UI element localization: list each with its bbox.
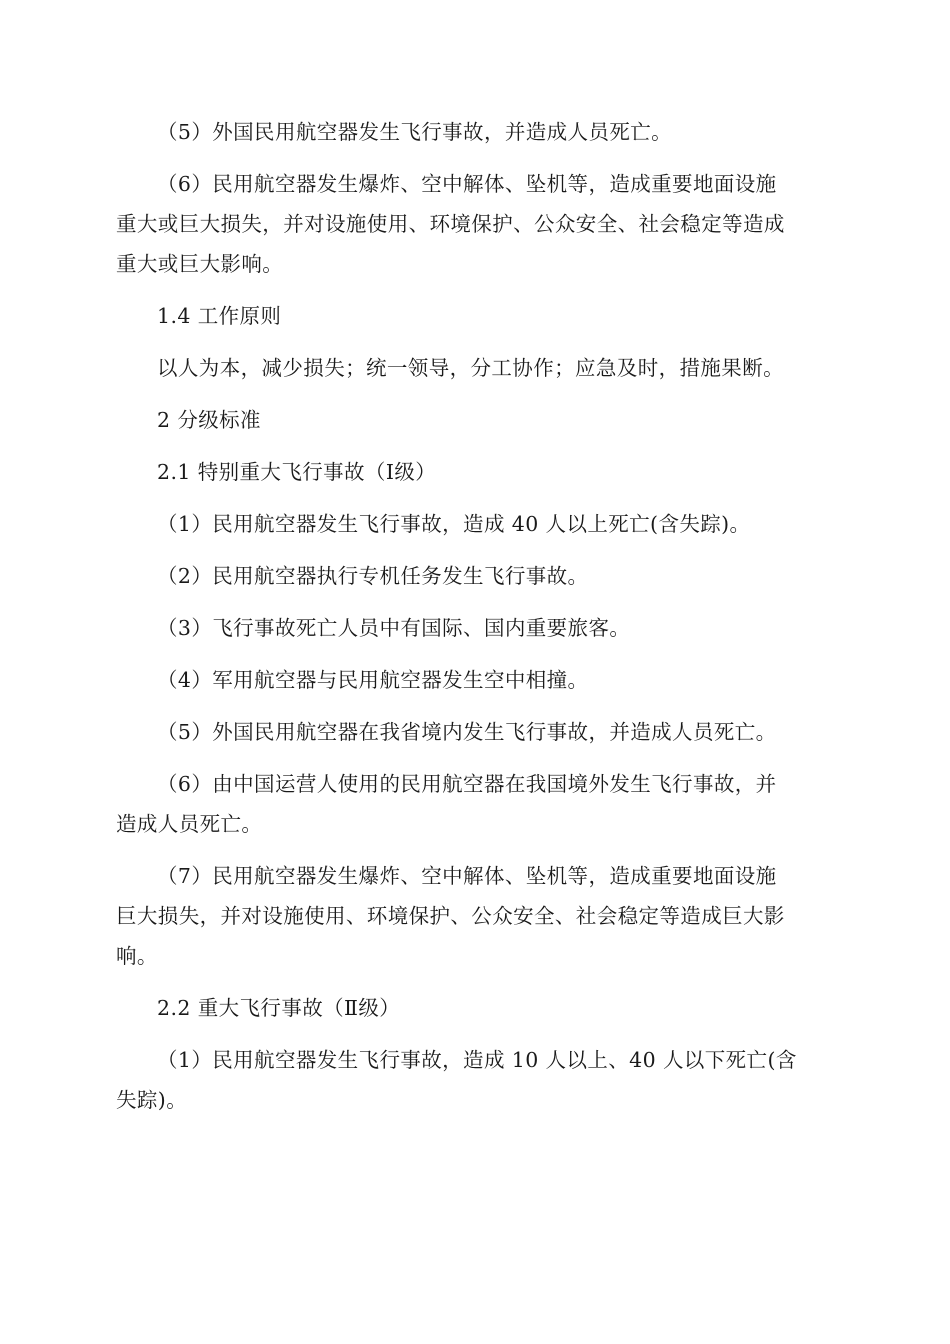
section-heading: 2 分级标准 <box>157 408 261 432</box>
paragraph-level1-item6 <box>116 764 836 844</box>
paragraph-level2-item1 <box>116 1040 836 1120</box>
paragraph-level1-item2 <box>116 556 836 596</box>
paragraph-level1-item5 <box>116 712 836 752</box>
document-body <box>116 112 836 1132</box>
paragraph-line: 重大或巨大损失，并对设施使用、环境保护、公众安全、社会稳定等造成 <box>116 212 785 236</box>
paragraph-level1-item4 <box>116 660 836 700</box>
paragraph-line: （5）外国民用航空器发生飞行事故，并造成人员死亡。 <box>157 120 673 144</box>
section-heading-level-2 <box>116 988 836 1028</box>
section-heading-level-1 <box>116 452 836 492</box>
paragraph-line: 巨大损失，并对设施使用、环境保护、公众安全、社会稳定等造成巨大影 <box>116 904 785 928</box>
paragraph-line: 重大或巨大影响。 <box>116 252 284 276</box>
paragraph-explosion-major-loss <box>116 164 836 284</box>
paragraph-level1-item3 <box>116 608 836 648</box>
section-heading: 1.4 工作原则 <box>157 304 282 328</box>
section-heading: 2.1 特别重大飞行事故（Ⅰ级） <box>157 460 437 484</box>
paragraph-line: （7）民用航空器发生爆炸、空中解体、坠机等，造成重要地面设施 <box>157 864 777 888</box>
section-heading-work-principles <box>116 296 836 336</box>
paragraph-line: （6）民用航空器发生爆炸、空中解体、坠机等，造成重要地面设施 <box>157 172 777 196</box>
paragraph-line: （4）军用航空器与民用航空器发生空中相撞。 <box>157 668 589 692</box>
paragraph-line: 失踪)。 <box>116 1088 188 1112</box>
paragraph-level1-item7 <box>116 856 836 976</box>
paragraph-line: （2）民用航空器执行专机任务发生飞行事故。 <box>157 564 589 588</box>
paragraph-line: 造成人员死亡。 <box>116 812 263 836</box>
section-heading-classification <box>116 400 836 440</box>
paragraph-level1-item1 <box>116 504 836 544</box>
paragraph-foreign-aircraft-accident <box>116 112 836 152</box>
paragraph-line: （1）民用航空器发生飞行事故，造成 40 人以上死亡(含失踪)。 <box>157 512 751 536</box>
paragraph-line: 以人为本，减少损失；统一领导，分工协作；应急及时，措施果断。 <box>157 356 784 380</box>
paragraph-line: （5）外国民用航空器在我省境内发生飞行事故，并造成人员死亡。 <box>157 720 777 744</box>
paragraph-principles <box>116 348 836 388</box>
paragraph-line: （6）由中国运营人使用的民用航空器在我国境外发生飞行事故，并 <box>157 772 777 796</box>
paragraph-line: 响。 <box>116 944 158 968</box>
paragraph-line: （3）飞行事故死亡人员中有国际、国内重要旅客。 <box>157 616 631 640</box>
paragraph-line: （1）民用航空器发生飞行事故，造成 10 人以上、40 人以下死亡(含 <box>157 1048 797 1072</box>
section-heading: 2.2 重大飞行事故（Ⅱ级） <box>157 996 401 1020</box>
